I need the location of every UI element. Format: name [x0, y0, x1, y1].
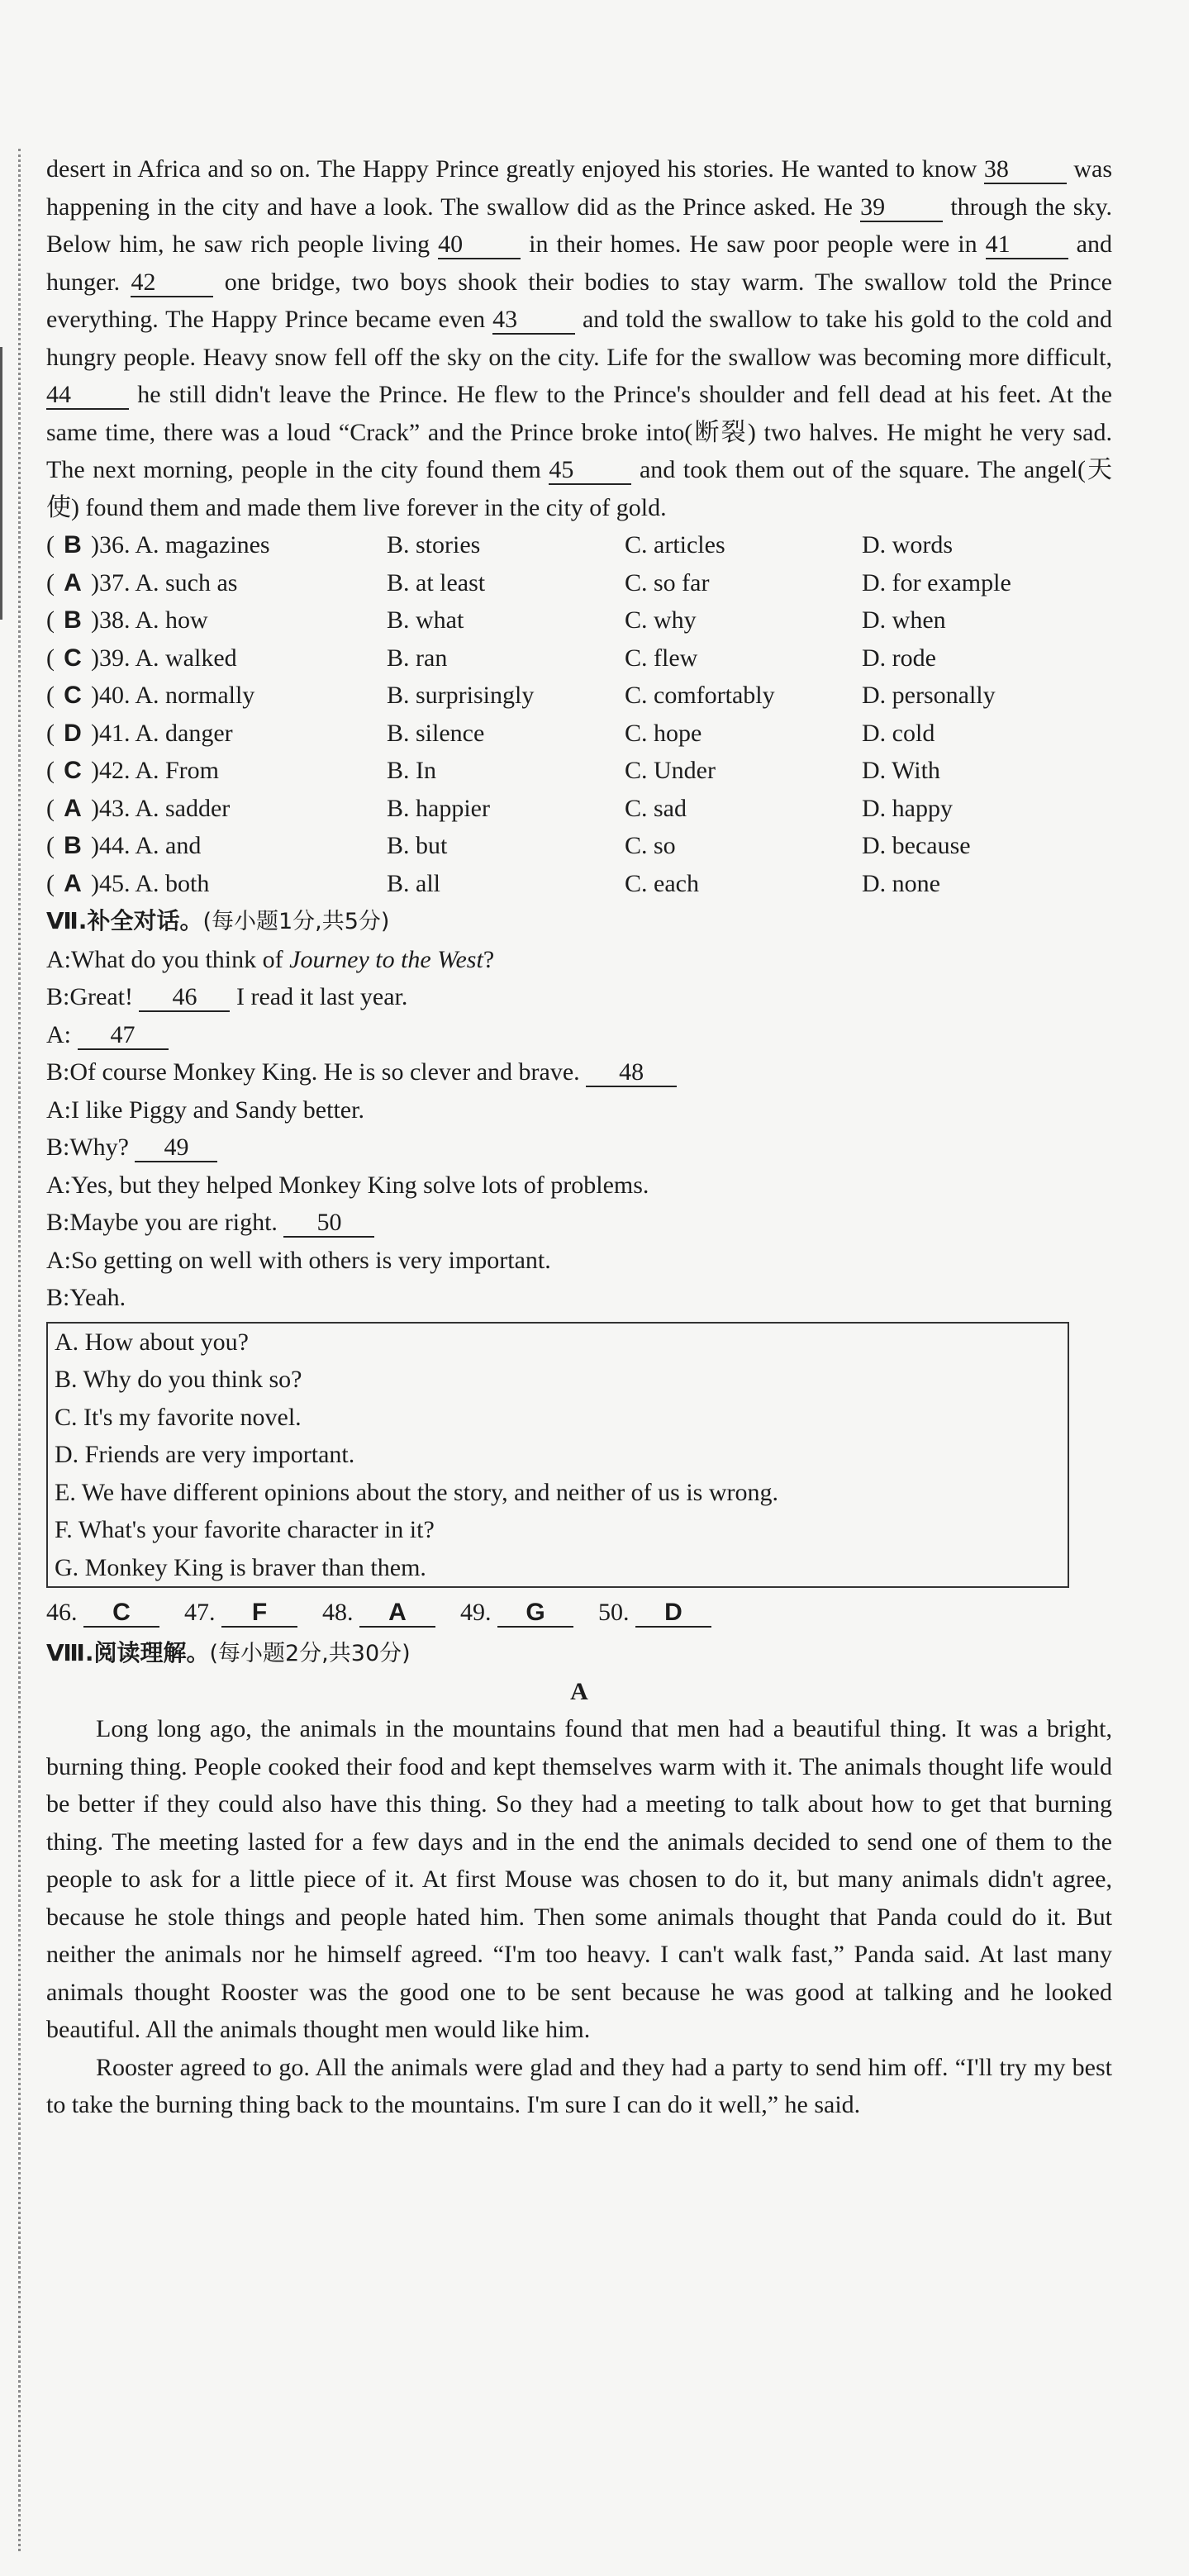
choice-item: D. Friends are very important.: [55, 1441, 355, 1468]
option-c: C. each: [625, 869, 699, 897]
option-row: [46, 827, 1112, 865]
option-c: C. articles: [625, 531, 725, 558]
answer-choice[interactable]: C: [64, 682, 82, 709]
choice-item: F. What's your favorite character in it?: [55, 1516, 435, 1543]
blank-50[interactable]: 50: [283, 1210, 374, 1238]
dialogue-line-8: B:Maybe you are right. 50: [46, 1204, 1112, 1242]
answer-46[interactable]: C: [83, 1599, 159, 1628]
passage-text: through the sky. Below him, he saw rich people living: [46, 192, 1113, 258]
option-row: [46, 752, 1112, 790]
option-d: D. rode: [862, 644, 936, 672]
answer-49[interactable]: G: [497, 1599, 573, 1628]
answer-choice[interactable]: A: [64, 568, 82, 596]
option-c: C. flew: [625, 644, 698, 672]
passage-text: and told the swallow to take his gold to the cold and hungry people. Heavy snow fell off the sky on the city. Life for the swallow was becoming more difficult,: [46, 306, 1112, 371]
blank-42[interactable]: 42: [131, 269, 213, 297]
question-stem: ( A )45. A. both: [46, 865, 387, 903]
option-b: B. happier: [387, 794, 490, 822]
blank-38[interactable]: 38: [984, 156, 1067, 184]
option-d: D. personally: [862, 682, 996, 709]
option-b: B. but: [387, 832, 448, 859]
question-stem: ( B )44. A. and: [46, 827, 387, 865]
section-8-title: Ⅷ.阅读理解。: [46, 1639, 210, 1666]
question-stem: ( B )36. A. magazines: [46, 526, 387, 564]
option-d: D. when: [862, 606, 946, 634]
option-c: C. sad: [625, 794, 687, 822]
dialogue-answers: 46. C 47. F 48. A 49. G 50. D: [46, 1591, 1112, 1634]
passage-text: one bridge, two boys shook their bodies to stay warm. The swallow told the Prince everything. The Happy Prince became even: [46, 268, 1112, 333]
option-d: D. happy: [862, 794, 953, 822]
option-d: D. With: [862, 757, 940, 784]
book-title: Journey to the West: [289, 945, 483, 973]
option-d: D. for example: [862, 568, 1011, 596]
blank-45[interactable]: 45: [549, 457, 631, 485]
dialogue-line-1: A:What do you think of Journey to the West?: [46, 945, 495, 973]
choice-item: A. How about you?: [55, 1328, 249, 1356]
passage-text: desert in Africa and so on. The Happy Prince greatly enjoyed his stories. He wanted to know: [46, 155, 984, 183]
dialogue-line-4: B:Of course Monkey King. He is so clever and brave. 48: [46, 1053, 1112, 1091]
blank-46[interactable]: 46: [139, 984, 230, 1012]
margin-bar: [0, 347, 2, 620]
answer-choice[interactable]: C: [64, 757, 82, 784]
dialogue-line-9: A:So getting on well with others is very important.: [46, 1246, 551, 1274]
section-7-title: Ⅶ.补全对话。: [46, 907, 203, 934]
option-row: [46, 639, 1112, 677]
dialogue-line-5: A:I like Piggy and Sandy better.: [46, 1096, 364, 1124]
blank-40[interactable]: 40: [438, 231, 521, 259]
blank-41[interactable]: 41: [986, 231, 1068, 259]
passage-text: he still didn't leave the Prince. He flew to the Prince's shoulder and fell dead at his feet. At the same time, there was a loud “Crack” and the Prince broke into(断裂) two halves. He might he very sad. The next morning, people in the city found them: [46, 381, 1112, 483]
section-7-heading: [46, 902, 1112, 941]
option-b: B. silence: [387, 719, 485, 747]
option-row: [46, 601, 1112, 639]
question-stem: ( C )39. A. walked: [46, 639, 387, 677]
answer-choice[interactable]: C: [64, 644, 82, 672]
question-stem: ( B )38. A. how: [46, 601, 387, 639]
answer-choice[interactable]: A: [64, 794, 82, 822]
blank-48[interactable]: 48: [586, 1059, 677, 1087]
answer-50[interactable]: D: [635, 1599, 711, 1628]
choice-item: G. Monkey King is braver than them.: [55, 1553, 426, 1581]
answer-choice[interactable]: D: [64, 719, 82, 747]
reading-paragraph-2: Rooster agreed to go. All the animals were glad and they had a party to send him off. “I'll try my best to take the burning thing back to the mountains. I'm sure I can do it well,” he said.: [46, 2053, 1112, 2118]
dialogue-line-3: A: 47: [46, 1016, 1112, 1054]
option-d: D. none: [862, 869, 940, 897]
passage-text: and hunger.: [46, 231, 1112, 296]
answer-choice[interactable]: B: [64, 606, 82, 634]
question-stem: ( C )42. A. From: [46, 752, 387, 790]
option-b: B. all: [387, 869, 440, 897]
reading-paragraph-1: Long long ago, the animals in the mountains found that men had a beautiful thing. It was a bright, burning thing. People cooked their food and kept themselves warm with it. The animals thought life would be better if they could also have this thing. So they had a meeting to talk about how to get that burning thing. The meeting lasted for a few days and in the end the animals decided to send one of them to the people to ask for a little piece of it. At first Mouse was chosen to do it, but many animals didn't agree, because he stole things and people hated him. Then some animals thought that Panda could do it. But neither the animals nor he himself agreed. “I'm too heavy. I can't walk fast,” Panda said. At last many animals thought Rooster was the good one to be sent because he was good at talking and he looked beautiful. All the animals thought men would like him.: [46, 1715, 1112, 2043]
option-c: C. comfortably: [625, 682, 775, 709]
choice-item: C. It's my favorite novel.: [55, 1403, 302, 1431]
option-row: [46, 715, 1112, 753]
answer-choice[interactable]: A: [64, 869, 82, 897]
section-7-score: (每小题1分,共5分): [202, 909, 390, 934]
option-d: D. because: [862, 832, 971, 859]
option-c: C. Under: [625, 757, 716, 784]
option-d: D. cold: [862, 719, 935, 747]
blank-43[interactable]: 43: [492, 307, 575, 335]
dialogue-line-7: A:Yes, but they helped Monkey King solve lots of problems.: [46, 1171, 649, 1199]
option-row: [46, 677, 1112, 715]
option-b: B. what: [387, 606, 464, 634]
option-b: B. at least: [387, 568, 486, 596]
option-c: C. so: [625, 832, 676, 859]
choice-item: B. Why do you think so?: [55, 1366, 302, 1393]
option-b: B. ran: [387, 644, 448, 672]
option-b: B. In: [387, 757, 436, 784]
option-c: C. hope: [625, 719, 702, 747]
option-c: C. so far: [625, 568, 710, 596]
passage-text: and took them out of the square. The angel(天使) found them and made them live forever in the city of gold.: [46, 456, 1112, 521]
dialogue-line-6: B:Why? 49: [46, 1129, 1112, 1167]
blank-39[interactable]: 39: [860, 194, 943, 222]
option-row: [46, 790, 1112, 828]
option-row: [46, 865, 1112, 903]
options-table: [46, 526, 1112, 902]
choices-box: [46, 1322, 1069, 1589]
dialogue-line-2: B:Great! 46 I read it last year.: [46, 983, 408, 1010]
binding-margin-dots: [18, 149, 21, 2551]
option-b: B. surprisingly: [387, 682, 535, 709]
passage-text: in their homes. He saw poor people were in: [521, 231, 986, 258]
cloze-passage: [46, 150, 1112, 526]
option-c: C. why: [625, 606, 697, 634]
dialogue-line-10: B:Yeah.: [46, 1284, 126, 1311]
section-8-score: (每小题2分,共30分): [209, 1641, 411, 1666]
answer-choice[interactable]: B: [64, 832, 82, 859]
blank-44[interactable]: 44: [46, 382, 129, 410]
question-stem: ( A )37. A. such as: [46, 564, 387, 602]
passage-text: was happening in the city and have a look. The swallow did as the Prince asked. He: [46, 155, 1113, 221]
answer-choice[interactable]: B: [64, 531, 82, 558]
dialogue: [46, 941, 1112, 1317]
question-stem: ( C )40. A. normally: [46, 677, 387, 715]
answer-48[interactable]: A: [359, 1599, 435, 1628]
option-row: [46, 564, 1112, 602]
section-8-heading: [46, 1634, 1112, 1673]
passage-label: A: [570, 1677, 588, 1705]
answer-47[interactable]: F: [221, 1599, 297, 1628]
option-d: D. words: [862, 531, 953, 558]
blank-49[interactable]: 49: [135, 1134, 217, 1162]
choice-item: E. We have different opinions about the story, and neither of us is wrong.: [55, 1478, 779, 1506]
blank-47[interactable]: 47: [78, 1022, 169, 1050]
option-row: [46, 526, 1112, 564]
option-b: B. stories: [387, 531, 481, 558]
question-stem: ( A )43. A. sadder: [46, 790, 387, 828]
question-stem: ( D )41. A. danger: [46, 715, 387, 753]
worksheet-page: [46, 150, 1112, 2124]
